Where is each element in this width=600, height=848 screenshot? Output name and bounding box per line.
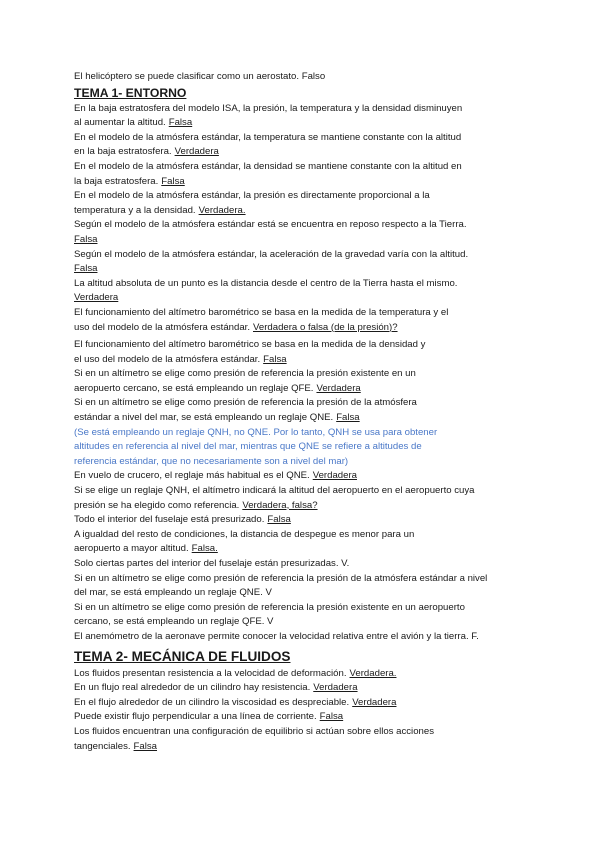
answer-text: Falsa	[267, 514, 291, 526]
statement-text: estándar a nivel del mar, se está empleando un reglaje QNE.	[74, 412, 334, 424]
answer-text: Falso	[301, 71, 326, 82]
statement-text: aeropuerto a mayor altitud.	[74, 543, 189, 555]
statement	[74, 338, 574, 353]
statement	[74, 484, 574, 499]
section-title-tema2: TEMA 2- MECÁNICA DE FLUIDOS	[74, 648, 291, 664]
statement	[74, 411, 574, 426]
statement	[74, 218, 574, 233]
statement-text: Los fluidos presentan resistencia a la velocidad de deformación.	[74, 667, 347, 679]
statement	[74, 353, 574, 368]
statement-text: A igualdad del resto de condiciones, la distancia de despegue es menor para un	[74, 528, 415, 540]
answer-text: Verdadera	[316, 382, 361, 394]
statement-text: el uso del modelo de la atmósfera estándar.	[74, 353, 261, 365]
statement	[74, 321, 574, 336]
answer-text: Verdadera	[174, 146, 219, 158]
statement	[74, 667, 574, 682]
statement-text: La altitud absoluta de un punto es la distancia desde el centro de la Tierra hasta el mismo.	[74, 277, 458, 289]
statement	[74, 382, 574, 397]
statement-text: al aumentar la altitud.	[74, 117, 166, 129]
section-title-tema1: TEMA 1- ENTORNO	[74, 85, 187, 100]
answer-text: Verdadera.	[349, 667, 397, 679]
statement	[74, 740, 574, 755]
statement-text: En la baja estratosfera del modelo ISA, la presión, la temperatura y la densidad disminuyen	[74, 102, 463, 114]
statement	[74, 396, 574, 411]
answer-text: Falsa	[263, 353, 287, 365]
answer-text: Falsa	[168, 117, 193, 129]
statement	[74, 542, 574, 557]
statement	[74, 248, 574, 263]
answer-text: Falsa.	[191, 543, 218, 555]
statement-text: la baja estratosfera.	[74, 175, 159, 187]
statement-text: En el flujo alrededor de un cilindro la viscosidad es despreciable.	[74, 696, 350, 708]
statement-text: En vuelo de crucero, el reglaje más habitual es el QNE.	[74, 470, 310, 482]
statement	[74, 189, 574, 204]
statement-text: Según el modelo de la atmósfera estándar está se encuentra en reposo respecto a la Tierra.	[74, 219, 467, 231]
statement-text: Todo el interior del fuselaje está presurizado.	[74, 514, 265, 526]
note-line: altitudes en referencia al nivel del mar, mientras que QNE se refiere a altitudes de	[74, 441, 422, 453]
answer-text: Verdadera.	[198, 204, 246, 216]
statement-text: uso del modelo de la atmósfera estándar.	[74, 321, 250, 333]
statement-text: El funcionamiento del altímetro barométrico se basa en la medida de la densidad y	[74, 339, 426, 351]
statement	[74, 102, 574, 117]
document-page	[74, 70, 574, 754]
statement	[74, 277, 574, 292]
answer-text: Verdadera, falsa?	[242, 499, 318, 511]
statement: Si en un altímetro se elige como presión de referencia la presión existente en un aeropuerto	[74, 601, 465, 613]
statement-text: presión se ha elegido como referencia.	[74, 499, 240, 511]
note-line: referencia estándar, que no necesariamente son a nivel del mar)	[74, 455, 349, 467]
statement-text: aeropuerto cercano, se está empleando un reglaje QFE.	[74, 382, 314, 394]
answer-text: Verdadera	[312, 470, 357, 482]
statement	[74, 233, 574, 248]
answer-text: Verdadera	[313, 682, 358, 694]
statement	[74, 204, 574, 219]
statement-text: El funcionamiento del altímetro barométrico se basa en la medida de la temperatura y el	[74, 306, 449, 318]
statement	[74, 262, 574, 277]
statement	[74, 710, 574, 725]
answer-text: Verdadera o falsa (de la presión)?	[253, 321, 398, 333]
statement	[74, 160, 574, 175]
statement	[74, 367, 574, 382]
answer-text: Verdadera	[352, 696, 397, 708]
statement-text: En el modelo de la atmósfera estándar, la presión es directamente proporcional a la	[74, 190, 430, 202]
statement	[74, 696, 574, 711]
statement	[74, 469, 574, 484]
statement	[74, 145, 574, 160]
statement	[74, 116, 574, 131]
statement-text: Si en un altímetro se elige como presión de referencia la presión existente en un	[74, 368, 416, 380]
statement-text: Según el modelo de la atmósfera estándar, la aceleración de la gravedad varía con la altitud.	[74, 248, 469, 260]
answer-text: Verdadera	[74, 292, 119, 304]
statement-text: en la baja estratosfera.	[74, 146, 172, 158]
statement: Solo ciertas partes del interior del fuselaje están presurizadas. V.	[74, 558, 350, 569]
statement	[74, 513, 574, 528]
statement-text: tangenciales.	[74, 740, 131, 752]
statement-text: temperatura y a la densidad.	[74, 204, 196, 216]
statement	[74, 528, 574, 543]
statement: cercano, se está empleando un reglaje QFE. V	[74, 616, 274, 628]
statement	[74, 131, 574, 146]
statement	[74, 291, 574, 306]
statement-text: En el modelo de la atmósfera estándar, la densidad se mantiene constante con la altitud en	[74, 160, 462, 172]
statement-text: Si se elige un reglaje QNH, el altímetro indicará la altitud del aeropuerto en el aeropuerto cuya	[74, 485, 475, 497]
statement: El anemómetro de la aeronave permite conocer la velocidad relativa entre el avión y la tierra. F.	[74, 630, 479, 642]
statement: Si en un altímetro se elige como presión de referencia la presión de la atmósfera estándar a nivel	[74, 572, 488, 584]
statement-text: Los fluidos encuentran una configuración de equilibrio si actúan sobre ellos acciones	[74, 725, 434, 737]
answer-text: Falsa	[74, 263, 98, 275]
statement-text: En el modelo de la atmósfera estándar, la temperatura se mantiene constante con la altitud	[74, 131, 462, 143]
answer-text: Falsa	[319, 711, 344, 723]
answer-text: Falsa	[161, 175, 185, 187]
note-line: (Se está empleando un reglaje QNH, no QNE. Por lo tanto, QNH se usa para obtener	[74, 426, 438, 438]
statement-text: El helicóptero se puede clasificar como un aerostato.	[74, 71, 300, 82]
statement	[74, 681, 574, 696]
statement-text: Puede existir flujo perpendicular a una línea de corriente.	[74, 711, 317, 723]
answer-text: Falsa	[74, 233, 98, 245]
statement-text: Si en un altímetro se elige como presión de referencia la presión de la atmósfera	[74, 397, 417, 409]
answer-text: Falsa	[336, 412, 360, 424]
statement	[74, 499, 574, 514]
statement	[74, 175, 574, 190]
statement	[74, 725, 574, 740]
statement	[74, 306, 574, 321]
statement-text: En un flujo real alrededor de un cilindro hay resistencia.	[74, 682, 311, 694]
statement: del mar, se está empleando un reglaje QNE. V	[74, 587, 272, 599]
answer-text: Falsa	[133, 740, 158, 752]
intro-statement	[74, 70, 574, 85]
